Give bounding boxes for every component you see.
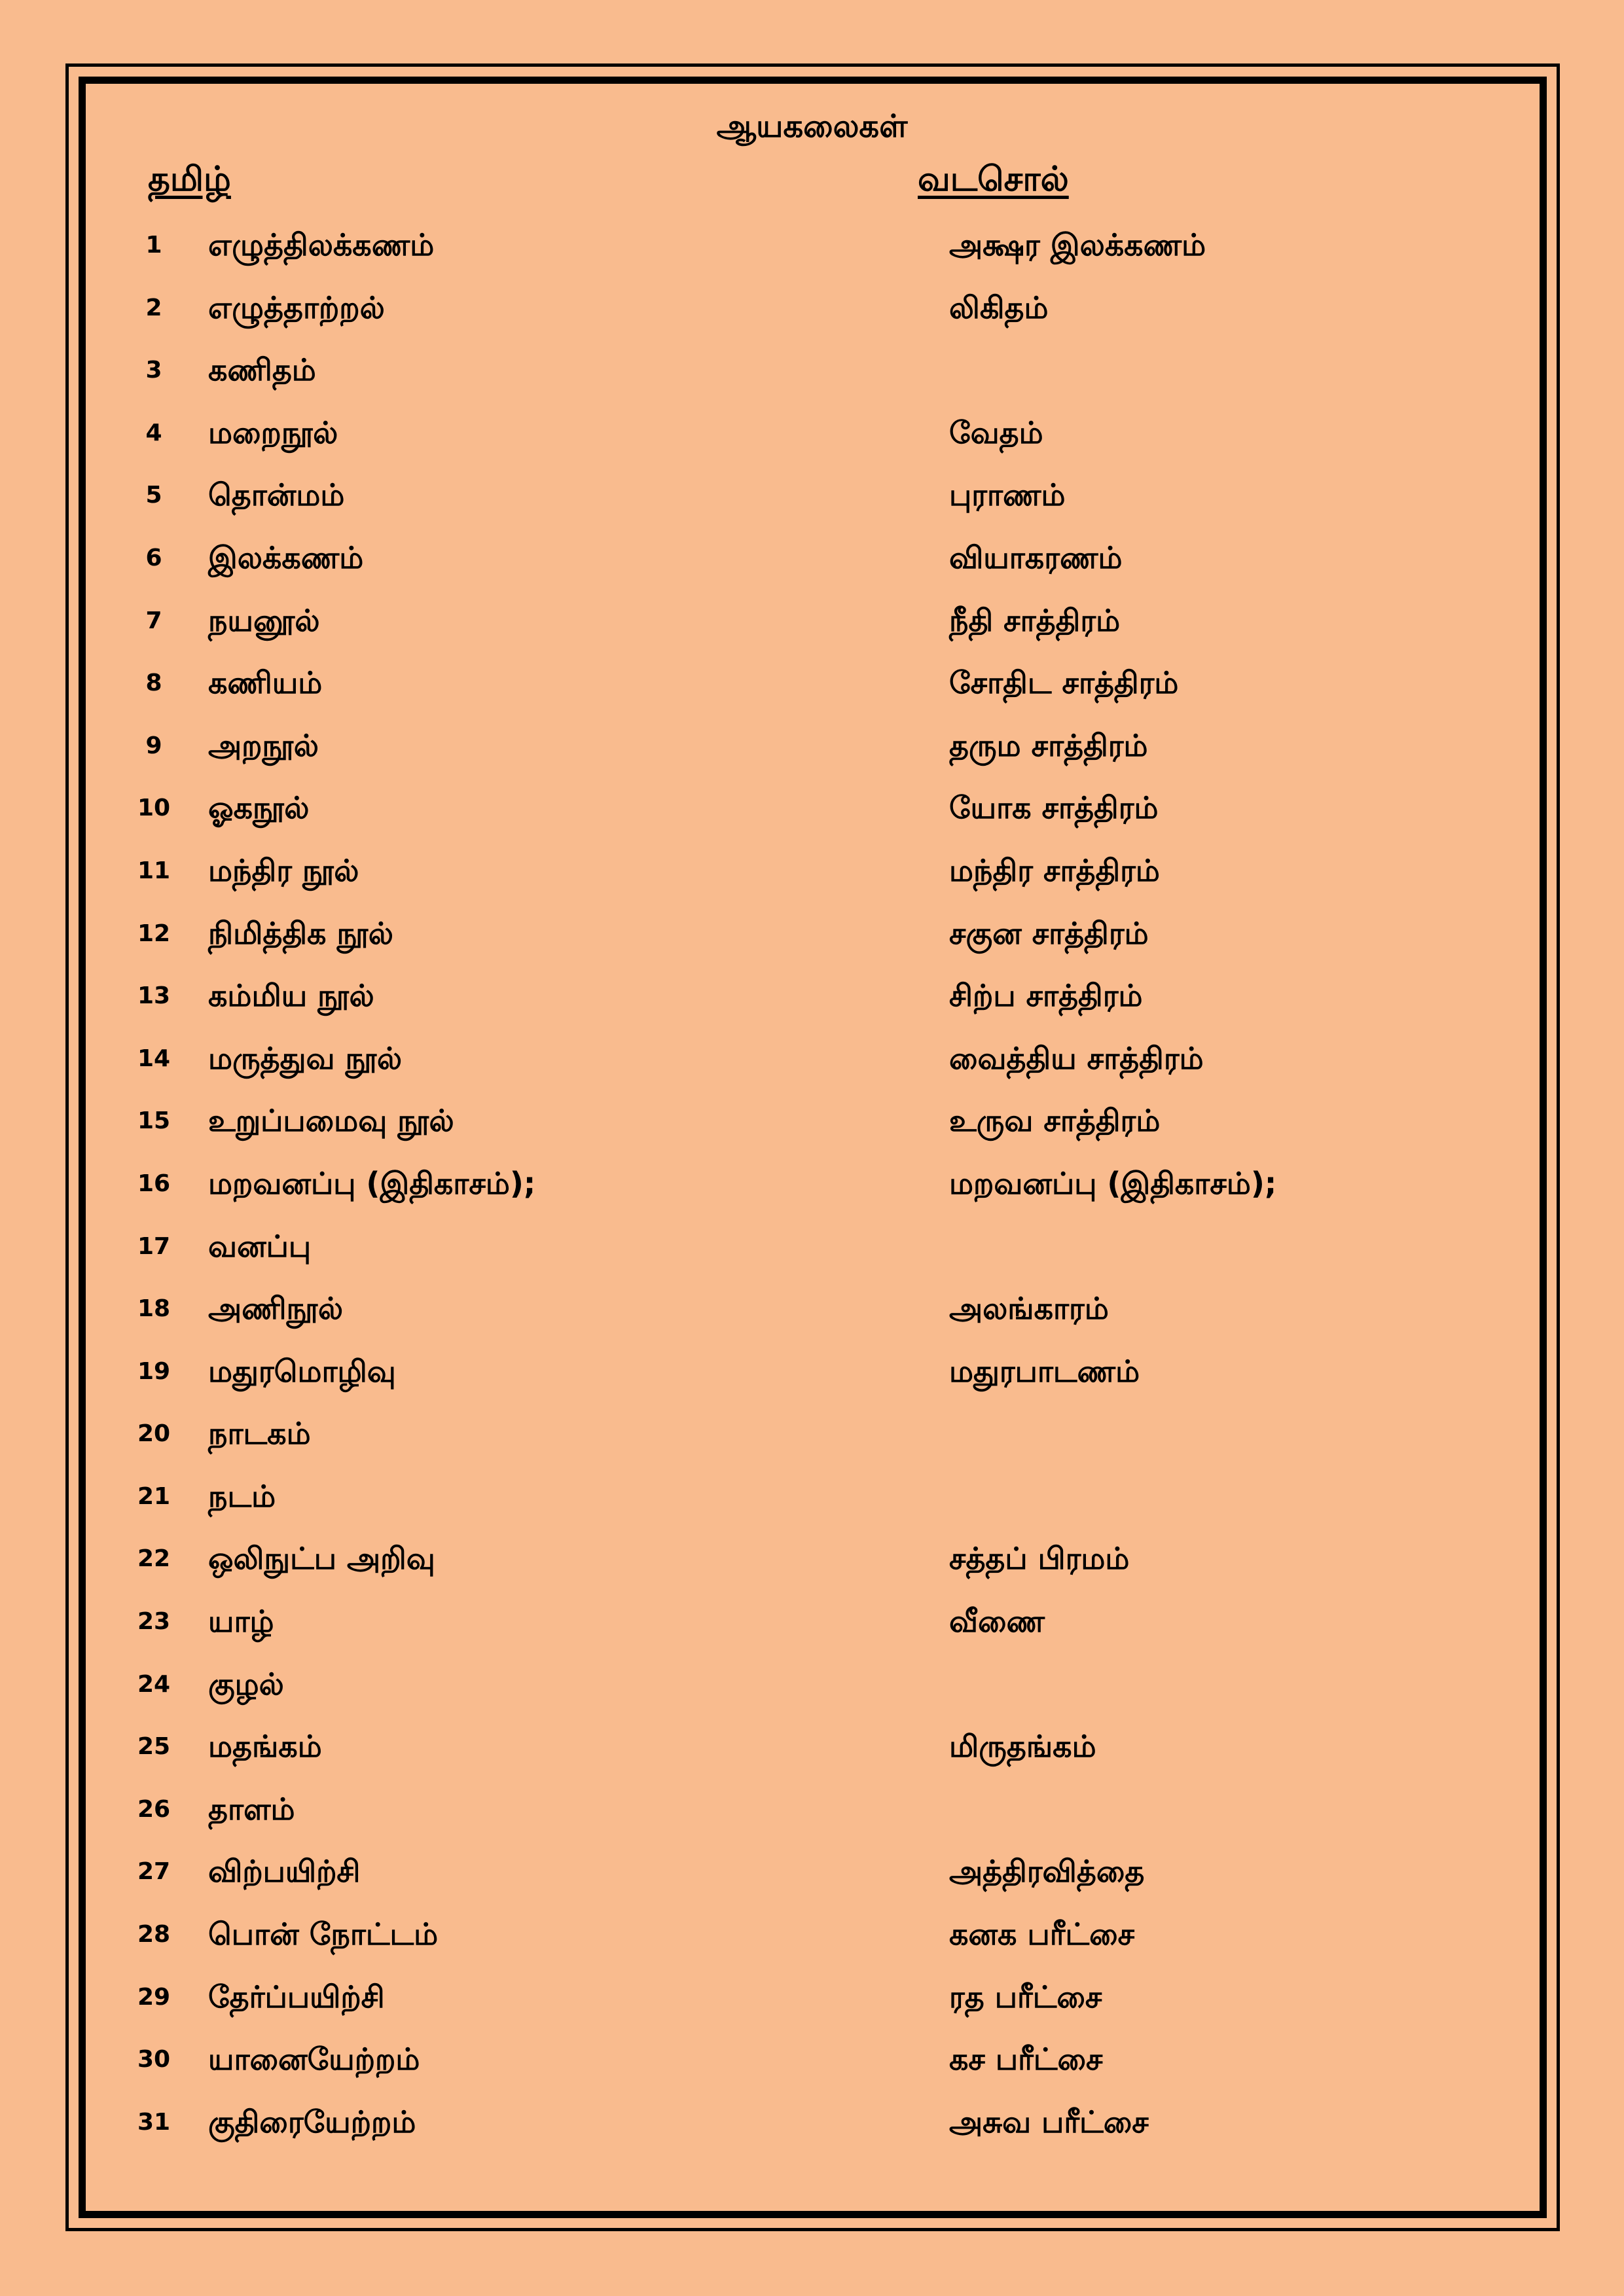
sanskrit-term: தரும சாத்திரம் — [949, 727, 1148, 763]
tamil-term: பொன் நோட்டம் — [208, 1916, 439, 1952]
tamil-term: ஒலிநுட்ப அறிவு — [208, 1541, 435, 1577]
item-number: 30 — [137, 2046, 171, 2073]
item-number: 3 — [145, 357, 162, 384]
item-number: 7 — [145, 607, 162, 634]
arts-list — [0, 214, 1624, 2153]
tamil-term: எழுத்தாற்றல் — [208, 289, 385, 325]
tamil-term: தொன்மம் — [208, 477, 345, 513]
item-number: 12 — [137, 920, 171, 947]
list-item — [0, 777, 1624, 840]
list-item — [0, 715, 1624, 778]
column-header-sanskrit: வடசொல் — [918, 160, 1069, 199]
sanskrit-term: கச பரீட்சை — [949, 2041, 1103, 2077]
item-number: 15 — [137, 1107, 171, 1135]
sanskrit-term: புராணம் — [949, 477, 1066, 513]
tamil-term: அறநூல் — [208, 727, 319, 763]
list-item — [0, 214, 1624, 277]
list-item — [0, 2028, 1624, 2091]
list-item — [0, 1653, 1624, 1716]
sanskrit-term: மதுரபாடணம் — [949, 1353, 1140, 1389]
tamil-term: நடம் — [208, 1478, 276, 1514]
list-item — [0, 1028, 1624, 1090]
list-item — [0, 277, 1624, 340]
tamil-term: நயனூல் — [208, 602, 320, 638]
tamil-term: மதுரமொழிவு — [208, 1353, 396, 1389]
sanskrit-term: சத்தப் பிரமம் — [949, 1541, 1130, 1577]
item-number: 9 — [145, 732, 162, 759]
sanskrit-term: மந்திர சாத்திரம் — [949, 852, 1160, 888]
list-item — [0, 1715, 1624, 1778]
list-item — [0, 1966, 1624, 2029]
sanskrit-term: ரத பரீட்சை — [949, 1979, 1102, 2015]
list-item — [0, 1465, 1624, 1528]
sanskrit-term: யோக சாத்திரம் — [949, 790, 1159, 826]
tamil-term: எழுத்திலக்கணம் — [208, 227, 435, 262]
item-number: 27 — [137, 1858, 171, 1886]
item-number: 1 — [145, 232, 162, 259]
item-number: 31 — [137, 2108, 171, 2136]
sanskrit-term: நீதி சாத்திரம் — [949, 602, 1121, 638]
tamil-term: குழல் — [208, 1666, 284, 1702]
tamil-term: ஓகநூல் — [208, 790, 310, 826]
sanskrit-term: மிருதங்கம் — [949, 1729, 1096, 1765]
tamil-term: இலக்கணம் — [208, 539, 364, 575]
tamil-term: விற்பயிற்சி — [208, 1854, 361, 1890]
tamil-term: தாளம் — [208, 1791, 295, 1827]
item-number: 29 — [137, 1983, 171, 2011]
sanskrit-term: சோதிட சாத்திரம் — [949, 665, 1179, 701]
item-number: 2 — [145, 294, 162, 321]
tamil-term: யானையேற்றம் — [208, 2041, 420, 2077]
list-item — [0, 339, 1624, 402]
list-item — [0, 903, 1624, 965]
item-number: 18 — [137, 1295, 171, 1323]
tamil-term: மந்திர நூல் — [208, 852, 359, 888]
sanskrit-term: வியாகரணம் — [949, 539, 1123, 575]
item-number: 14 — [137, 1045, 171, 1072]
item-number: 28 — [137, 1921, 171, 1948]
sanskrit-term: மறவனப்பு (இதிகாசம்); — [949, 1165, 1277, 1201]
tamil-term: நிமித்திக நூல் — [208, 915, 393, 951]
list-item — [0, 1153, 1624, 1215]
sanskrit-term: வேதம் — [949, 414, 1043, 450]
list-item — [0, 1528, 1624, 1590]
sanskrit-term: அக்ஷர இலக்கணம் — [949, 227, 1206, 262]
item-number: 11 — [137, 857, 171, 884]
item-number: 19 — [137, 1357, 171, 1385]
tamil-term: யாழ் — [208, 1604, 274, 1640]
item-number: 10 — [137, 795, 171, 822]
sanskrit-term: உருவ சாத்திரம் — [949, 1103, 1161, 1139]
sanskrit-term: அசுவ பரீட்சை — [949, 2104, 1149, 2140]
tamil-term: கணியம் — [208, 665, 323, 701]
item-number: 21 — [137, 1482, 171, 1510]
item-number: 26 — [137, 1795, 171, 1823]
list-item — [0, 1403, 1624, 1465]
list-item — [0, 1215, 1624, 1278]
item-number: 16 — [137, 1170, 171, 1197]
tamil-term: கம்மிய நூல் — [208, 978, 374, 1014]
list-item — [0, 1778, 1624, 1841]
tamil-term: மறவனப்பு (இதிகாசம்); — [208, 1165, 536, 1201]
sanskrit-term: கனக பரீட்சை — [949, 1916, 1135, 1952]
list-item — [0, 840, 1624, 903]
column-header-tamil: தமிழ் — [148, 160, 231, 199]
item-number: 23 — [137, 1608, 171, 1636]
list-item — [0, 527, 1624, 590]
tamil-term: கணிதம் — [208, 352, 316, 388]
list-item — [0, 464, 1624, 527]
list-item — [0, 1340, 1624, 1403]
tamil-term: மதங்கம் — [208, 1729, 322, 1765]
list-item — [0, 590, 1624, 653]
list-item — [0, 1090, 1624, 1153]
sanskrit-term: சகுன சாத்திரம் — [949, 915, 1149, 951]
list-item — [0, 2091, 1624, 2154]
tamil-term: நாடகம் — [208, 1416, 311, 1452]
item-number: 17 — [137, 1232, 171, 1260]
item-number: 6 — [145, 544, 162, 571]
sanskrit-term: வைத்திய சாத்திரம் — [949, 1040, 1204, 1076]
list-item — [0, 965, 1624, 1028]
page-title: ஆயகலைகள் — [716, 108, 908, 145]
item-number: 13 — [137, 982, 171, 1010]
tamil-term: குதிரையேற்றம் — [208, 2104, 416, 2140]
tamil-term: மருத்துவ நூல் — [208, 1040, 403, 1076]
item-number: 5 — [145, 482, 162, 509]
list-item — [0, 652, 1624, 715]
list-item — [0, 1903, 1624, 1966]
sanskrit-term: அலங்காரம் — [949, 1291, 1109, 1327]
item-number: 24 — [137, 1670, 171, 1698]
list-item — [0, 402, 1624, 465]
list-item — [0, 1590, 1624, 1653]
tamil-term: வனப்பு — [208, 1228, 312, 1264]
tamil-term: தேர்ப்பயிற்சி — [208, 1979, 385, 2015]
list-item — [0, 1278, 1624, 1340]
tamil-term: மறைநூல் — [208, 414, 338, 450]
item-number: 20 — [137, 1420, 171, 1448]
item-number: 8 — [145, 670, 162, 697]
sanskrit-term: சிற்ப சாத்திரம் — [949, 978, 1143, 1014]
item-number: 22 — [137, 1545, 171, 1573]
sanskrit-term: அத்திரவித்தை — [949, 1854, 1145, 1890]
list-item — [0, 1840, 1624, 1903]
item-number: 25 — [137, 1733, 171, 1761]
tamil-term: உறுப்பமைவு நூல் — [208, 1103, 454, 1139]
sanskrit-term: லிகிதம் — [949, 289, 1049, 325]
item-number: 4 — [145, 419, 162, 446]
sanskrit-term: வீணை — [949, 1604, 1045, 1640]
tamil-term: அணிநூல் — [208, 1291, 344, 1327]
